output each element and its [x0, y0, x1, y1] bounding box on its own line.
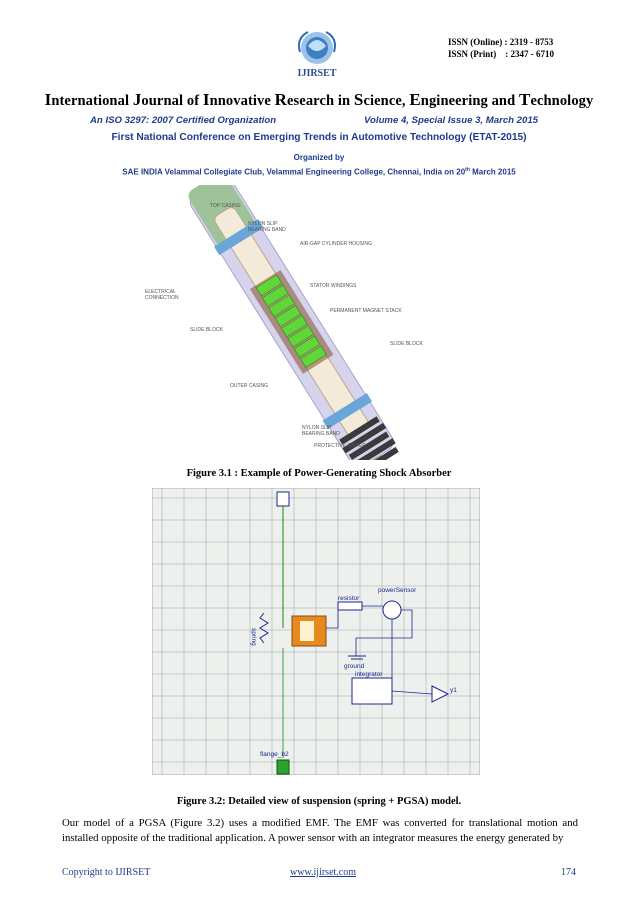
svg-text:flange_b2: flange_b2 — [260, 751, 289, 758]
footer-page-number: 174 — [561, 867, 576, 878]
conference-title: First National Conference on Emerging Trends in Automotive Technology (ETAT-2015) — [111, 132, 527, 143]
organized-by: Organized by — [293, 153, 345, 162]
svg-text:integrator: integrator — [355, 671, 383, 678]
figure-2-caption: Figure 3.2: Detailed view of suspension (spring + PGSA) model. — [176, 796, 462, 807]
body-paragraph: Our model of a PGSA (Figure 3.2) uses a modified EMF. The EMF was converted for translational motion and installed opposite of the traditional application. A power sensor with an integrator measures the energy generated by — [62, 817, 578, 844]
svg-text:y1: y1 — [450, 687, 457, 694]
svg-text:TOP CASING: TOP CASING — [210, 203, 241, 209]
svg-text:spring: spring — [250, 628, 257, 646]
svg-text:PROTECTIVE GAITER: PROTECTIVE GAITER — [314, 443, 366, 449]
shock-absorber-figure — [130, 185, 450, 460]
svg-text:NYLON SLIP: NYLON SLIP — [302, 425, 332, 431]
svg-text:SLIDE BLOCK: SLIDE BLOCK — [390, 341, 423, 347]
svg-text:powerSensor: powerSensor — [378, 587, 417, 594]
svg-text:OUTER CASING: OUTER CASING — [230, 383, 269, 389]
svg-text:SLIDE BLOCK: SLIDE BLOCK — [190, 327, 223, 333]
svg-text:CONNECTION: CONNECTION — [145, 295, 179, 301]
svg-text:PERMANENT MAGNET STACK: PERMANENT MAGNET STACK — [330, 308, 402, 314]
issn-online: ISSN (Online) : 2319 - 8753 — [448, 37, 554, 47]
svg-text:STATOR WINDINGS: STATOR WINDINGS — [310, 283, 357, 289]
svg-text:IJIRSET: IJIRSET — [297, 68, 337, 79]
svg-text:ELECTRICAL: ELECTRICAL — [145, 289, 176, 295]
suspension-model-figure — [152, 488, 480, 775]
journal-title: International Journal of Innovative Research in Science, Engineering and Technology — [44, 90, 594, 109]
issn-block — [448, 36, 568, 60]
svg-text:AIR-GAP CYLINDER HOUSING: AIR-GAP CYLINDER HOUSING — [300, 241, 372, 247]
figure-1-caption: Figure 3.1 : Example of Power-Generating Shock Absorber — [186, 468, 452, 479]
footer-website-link[interactable]: www.ijirset.com — [290, 867, 357, 878]
footer-copyright: Copyright to IJIRSET — [62, 867, 151, 878]
volume-line: Volume 4, Special Issue 3, March 2015 — [364, 115, 539, 126]
svg-text:BEARING BAND: BEARING BAND — [248, 227, 286, 233]
svg-text:BEARING BAND: BEARING BAND — [302, 431, 340, 437]
journal-logo — [288, 26, 346, 84]
svg-text:NYLON SLIP: NYLON SLIP — [248, 221, 278, 227]
svg-text:resistor: resistor — [338, 595, 360, 602]
organizer-line: SAE INDIA Velammal Collegiate Club, Velammal Engineering College, Chennai, India on 20th March 2015 — [122, 167, 516, 177]
svg-text:ground: ground — [344, 663, 365, 670]
issn-print: ISSN (Print) : 2347 - 6710 — [448, 49, 554, 59]
iso-line: An ISO 3297: 2007 Certified Organization — [90, 115, 277, 126]
